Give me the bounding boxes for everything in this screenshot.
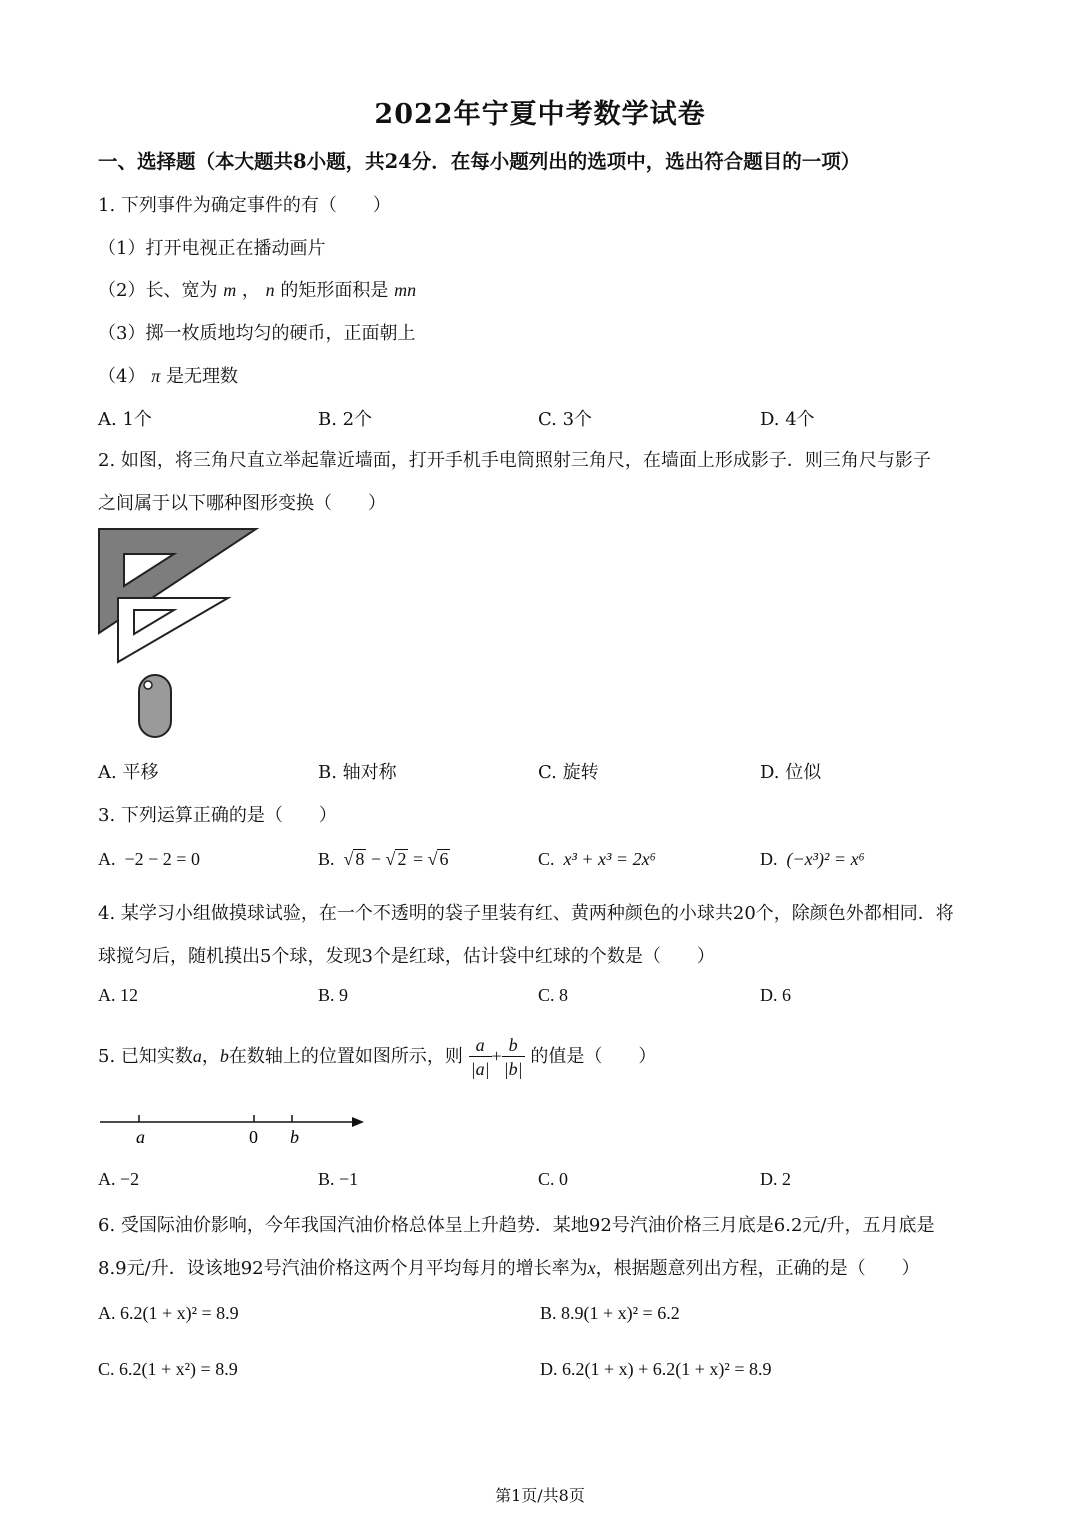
flashlight-lens <box>144 681 152 689</box>
sqrt-6: 6 <box>439 849 449 869</box>
q5-option-a[interactable]: A. −2 <box>98 1169 140 1189</box>
q1-item-2-mid: 的矩形面积是 <box>280 280 389 301</box>
plus-sign: + <box>491 1046 502 1066</box>
q5-stem-a: 5. 已知实数 <box>98 1046 193 1067</box>
q6-option-d[interactable]: D. 6.2(1 + x) + 6.2(1 + x)² = 8.9 <box>540 1359 772 1379</box>
q4-option-d[interactable]: D. 6 <box>760 985 791 1005</box>
q3-option-b[interactable]: B. √ 8 − √ 2 = √ 6 <box>318 849 449 869</box>
q6-option-c[interactable]: C. 6.2(1 + x²) = 8.9 <box>98 1359 238 1379</box>
q3-label-d: D. <box>760 849 778 869</box>
triangle-shadow-figure <box>96 526 266 742</box>
q5-stem-c: 的值是（ ） <box>530 1046 657 1067</box>
fraction-b-over-abs-b <box>502 1034 525 1081</box>
pi-symbol: π <box>151 366 161 386</box>
q2-option-c[interactable]: C. 旋转 <box>538 762 599 783</box>
var-x: x <box>587 1258 596 1278</box>
page-footer: 第1页/共8页 <box>495 1486 585 1505</box>
axis-label-b: b <box>290 1127 299 1147</box>
q6-stem-line2-b: ，根据题意列出方程，正确的是（ ） <box>595 1258 920 1279</box>
q3-option-d[interactable] <box>760 849 865 870</box>
number-line <box>96 1110 370 1152</box>
q1-option-d[interactable]: D. 4个 <box>760 409 815 430</box>
q6-stem-line2 <box>98 1254 920 1280</box>
q1-item-2-text: （2）长、宽为 <box>98 280 218 301</box>
axis-label-0: 0 <box>249 1127 258 1147</box>
section-heading: 一、选择题（本大题共8小题，共24分．在每小题列出的选项中，选出符合题目的一项） <box>98 150 861 173</box>
frac1-numerator: a <box>475 1034 485 1055</box>
sqrt-8: 8 <box>355 849 365 869</box>
q6-option-a[interactable]: A. 6.2(1 + x)² = 8.9 <box>98 1303 239 1323</box>
q4-option-a[interactable]: A. 12 <box>98 985 138 1005</box>
q3-label-c: C. <box>538 849 555 869</box>
q1-item-3: （3）掷一枚质地均匀的硬币，正面朝上 <box>98 323 416 344</box>
q5-stem <box>98 1032 656 1081</box>
q5-option-b[interactable]: B. −1 <box>318 1169 359 1189</box>
q1-option-a[interactable]: A. 1个 <box>98 409 152 430</box>
q4-stem-line1: 4. 某学习小组做摸球试验，在一个不透明的袋子里装有红、黄两种颜色的小球共20个，除颜色外都相同．将 <box>98 903 954 924</box>
q3-stem: 3. 下列运算正确的是（ ） <box>98 805 337 826</box>
q1-item-1: （1）打开电视正在播动画片 <box>98 238 326 259</box>
frac2-numerator: b <box>508 1034 518 1055</box>
frac2-denominator: |b| <box>502 1056 525 1081</box>
q1-item-4 <box>98 362 238 388</box>
q3-label-b: B. <box>318 849 335 869</box>
q3-option-c[interactable] <box>538 849 656 870</box>
var-b: b <box>219 1046 229 1066</box>
var-a: a <box>192 1046 202 1066</box>
q3-expr-c: x³ + x³ = 2x⁶ <box>563 849 656 869</box>
q4-option-b[interactable]: B. 9 <box>318 985 349 1005</box>
q4-stem-line2: 球搅匀后，随机摸出5个球，发现3个是红球，估计袋中红球的个数是（ ） <box>98 946 715 967</box>
q1-stem: 1. 下列事件为确定事件的有（ ） <box>98 195 391 216</box>
q3-expr-a: −2 − 2 = 0 <box>124 849 200 869</box>
frac1-denominator: |a| <box>469 1056 492 1081</box>
q1-option-b[interactable]: B. 2个 <box>318 409 373 430</box>
q4-option-c[interactable]: C. 8 <box>538 985 569 1005</box>
q5-option-c[interactable]: C. 0 <box>538 1169 569 1189</box>
q5-stem-b: 在数轴上的位置如图所示，则 <box>228 1046 463 1067</box>
q1-option-c[interactable]: C. 3个 <box>538 409 593 430</box>
q3-option-a[interactable] <box>98 849 200 870</box>
axis-label-a: a <box>136 1127 145 1147</box>
q6-option-b[interactable]: B. 8.9(1 + x)² = 6.2 <box>540 1303 680 1323</box>
q1-item-4-text: （4） <box>98 366 146 387</box>
q5-option-d[interactable]: D. 2 <box>760 1169 791 1189</box>
var-n: n <box>265 280 275 300</box>
var-m: m <box>223 280 237 300</box>
q6-stem-line2-a: 8.9元/升．设该地92号汽油价格这两个月平均每月的增长率为 <box>98 1258 588 1279</box>
q2-stem-line1: 2. 如图，将三角尺直立举起靠近墙面，打开手机手电筒照射三角尺，在墙面上形成影子．则三角尺与影子 <box>98 450 931 471</box>
q2-stem-line2: 之间属于以下哪种图形变换（ ） <box>98 493 386 514</box>
q1-item-2-sep: ， <box>241 280 260 301</box>
arrow-head-icon <box>352 1117 364 1127</box>
q3-label-a: A. <box>98 849 116 869</box>
q1-item-2 <box>98 276 416 302</box>
page-title: 2022年宁夏中考数学试卷 <box>374 99 706 130</box>
q2-option-d[interactable]: D. 位似 <box>760 762 822 783</box>
q1-item-4-tail: 是无理数 <box>165 366 238 387</box>
q6-stem-line1: 6. 受国际油价影响，今年我国汽油价格总体呈上升趋势．某地92号汽油价格三月底是6.2元/升，五月底是 <box>98 1215 935 1236</box>
fraction-a-over-abs-a <box>469 1034 492 1081</box>
var-mn: mn <box>394 280 417 300</box>
q2-option-b[interactable]: B. 轴对称 <box>318 762 397 783</box>
q3-expr-d: (−x³)² = x⁶ <box>786 849 865 869</box>
q5-comma: ， <box>201 1046 220 1067</box>
q2-option-a[interactable]: A. 平移 <box>98 762 159 783</box>
sqrt-2: 2 <box>397 849 407 869</box>
